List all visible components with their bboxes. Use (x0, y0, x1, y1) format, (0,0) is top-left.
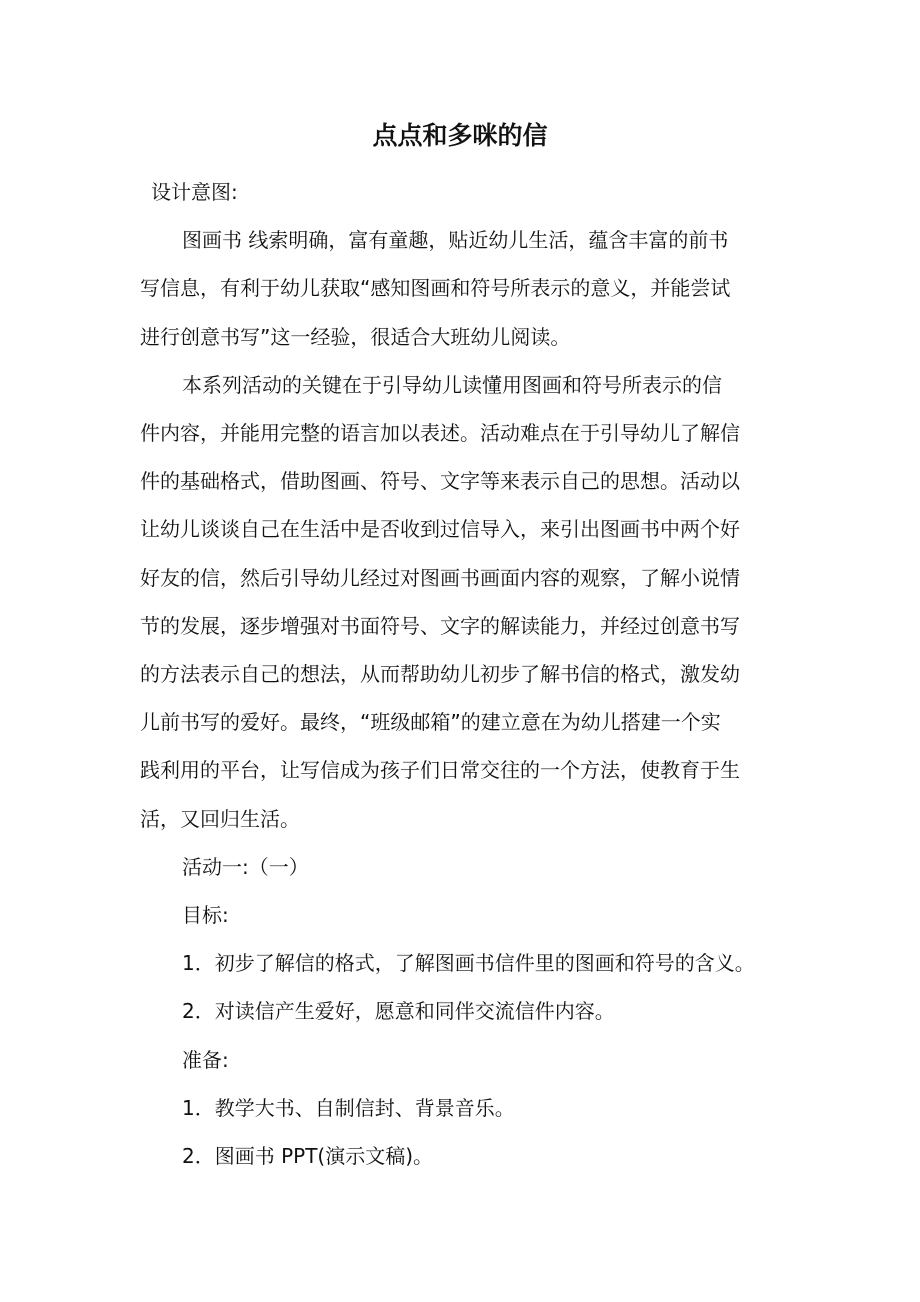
goal-item: 1．初步了解信的格式，了解图画书信件里的图画和符号的含义。 (182, 951, 755, 976)
paragraph-line: 活，又回归生活。 (140, 806, 300, 831)
paragraph-line: 的方法表示自己的想法，从而帮助幼儿初步了解书信的格式，激发幼 (140, 662, 740, 687)
design-intent-label: 设计意图: (151, 180, 238, 204)
document-title: 点点和多咪的信 (372, 121, 548, 150)
document-body (140, 168, 790, 1180)
paragraph-line: 写信息，有利于幼儿获取“感知图画和符号所表示的意义，并能尝试 (140, 276, 731, 301)
activity-heading: 活动一:（一） (182, 854, 309, 879)
prep-label: 准备: (182, 1047, 229, 1072)
paragraph-line: 本系列活动的关键在于引导幼儿读懂用图画和符号所表示的信 (182, 372, 722, 397)
paragraph-line: 儿前书写的爱好。最终，“班级邮箱”的建立意在为幼儿搭建一个实 (140, 710, 721, 735)
paragraph-line: 进行创意书写”这一经验，很适合大班幼儿阅读。 (140, 324, 571, 349)
goal-item: 2．对读信产生爱好，愿意和同伴交流信件内容。 (182, 999, 615, 1024)
paragraph-line: 件内容，并能用完整的语言加以表述。活动难点在于引导幼儿了解信 (140, 421, 740, 446)
paragraph-line: 好友的信，然后引导幼儿经过对图画书画面内容的观察，了解小说情 (140, 565, 740, 590)
paragraph-line: 图画书 线索明确，富有童趣，贴近幼儿生活，蕴含丰富的前书 (182, 228, 729, 253)
paragraph-line: 节的发展，逐步增强对书面符号、文字的解读能力，并经过创意书写 (140, 613, 740, 638)
paragraph-line: 件的基础格式，借助图画、符号、文字等来表示自己的思想。活动以 (140, 469, 740, 494)
prep-item: 2．图画书 PPT(演示文稿)。 (182, 1144, 434, 1169)
prep-item: 1．教学大书、自制信封、背景音乐。 (182, 1095, 515, 1120)
goal-label: 目标: (182, 903, 229, 928)
paragraph-line: 践利用的平台，让写信成为孩子们日常交往的一个方法，使教育于生 (140, 758, 740, 783)
paragraph-line: 让幼儿谈谈自己在生活中是否收到过信导入，来引出图画书中两个好 (140, 517, 740, 542)
